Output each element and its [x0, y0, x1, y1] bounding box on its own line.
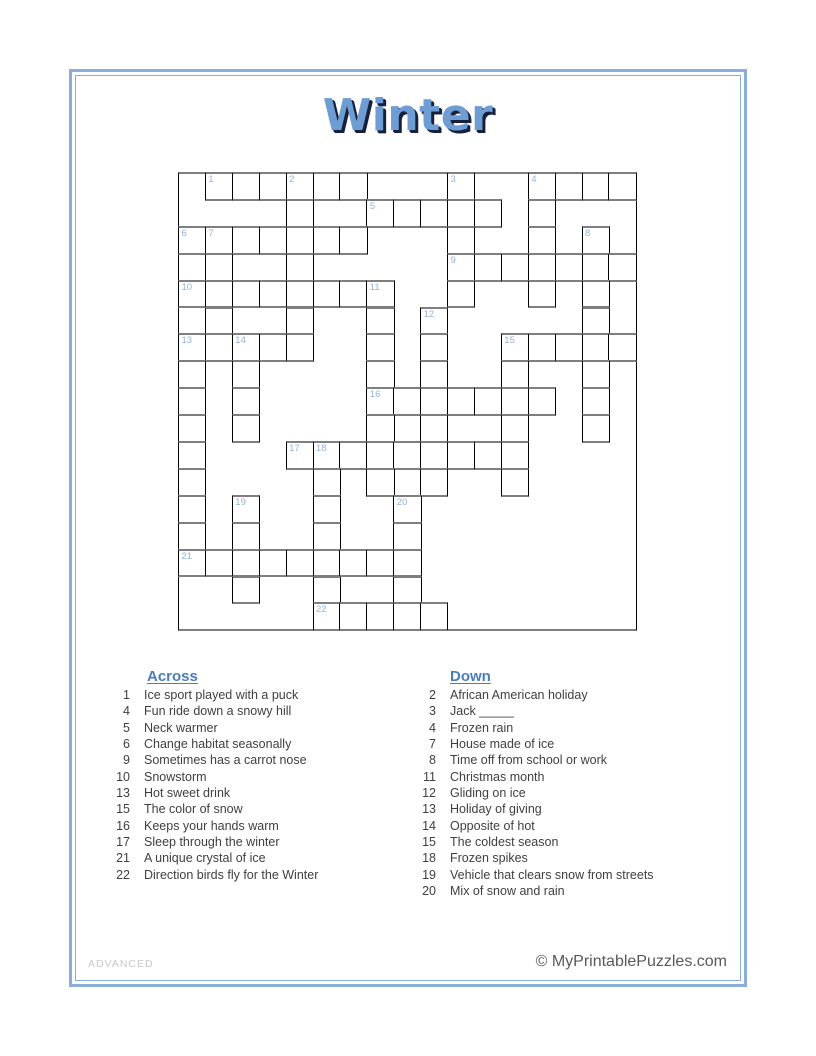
- grid-cell[interactable]: [366, 549, 394, 578]
- clue-text: Sometimes has a carrot nose: [144, 753, 307, 768]
- grid-cell[interactable]: [393, 199, 421, 228]
- clue-number: 21: [116, 851, 130, 866]
- cell-number: 5: [369, 200, 376, 212]
- grid-cell[interactable]: [608, 172, 636, 201]
- clue-number: 13: [116, 786, 130, 801]
- grid-cell[interactable]: [501, 333, 529, 362]
- grid-cell[interactable]: [528, 333, 556, 362]
- clue-number: 3: [429, 704, 436, 719]
- crossword-grid: [178, 172, 637, 632]
- cell-number: 18: [316, 443, 327, 454]
- grid-cell[interactable]: [420, 387, 448, 416]
- grid-cell[interactable]: [447, 253, 475, 282]
- puzzle-title: Winter: [322, 90, 494, 141]
- grid-cell[interactable]: [178, 522, 206, 551]
- grid-cell[interactable]: [313, 549, 341, 578]
- clue-text: Frozen rain: [450, 720, 514, 735]
- grid-cell[interactable]: [420, 333, 448, 362]
- grid-cell[interactable]: [366, 199, 394, 228]
- clue-text: Vehicle that clears snow from streets: [450, 867, 654, 882]
- clue-row: [414, 720, 654, 736]
- grid-cell[interactable]: [447, 172, 475, 201]
- cell-number: 8: [585, 227, 591, 239]
- clue-row: [108, 818, 318, 834]
- grid-cell[interactable]: [528, 253, 556, 282]
- clue-row: [414, 801, 654, 817]
- grid-cell[interactable]: [178, 333, 206, 362]
- grid-cell[interactable]: [582, 360, 610, 389]
- grid-cell[interactable]: [474, 253, 502, 282]
- clue-text: Neck warmer: [144, 720, 218, 735]
- cell-number: 6: [181, 227, 187, 239]
- clue-text: Mix of snow and rain: [450, 884, 565, 899]
- clue-number: 13: [422, 802, 436, 817]
- grid-cell[interactable]: [366, 387, 394, 416]
- down-heading: Down: [450, 668, 491, 685]
- clue-text: Snowstorm: [144, 769, 207, 784]
- clue-row: [108, 801, 318, 817]
- grid-cell[interactable]: [528, 172, 556, 201]
- grid-cell[interactable]: [313, 280, 341, 309]
- grid-cell[interactable]: [259, 333, 287, 362]
- cell-number: 2: [289, 174, 295, 185]
- grid-cell[interactable]: [178, 226, 206, 255]
- clue-number: 8: [429, 753, 436, 768]
- grid-cell[interactable]: [313, 602, 341, 631]
- grid-cell[interactable]: [286, 333, 314, 362]
- grid-cell[interactable]: [393, 602, 421, 631]
- grid-cell[interactable]: [582, 253, 610, 282]
- clue-text: The coldest season: [450, 835, 559, 850]
- clue-number: 2: [429, 688, 436, 702]
- clue-row: [414, 769, 654, 785]
- across-heading: Across: [147, 668, 198, 685]
- grid-cell[interactable]: [582, 414, 610, 443]
- grid-cell[interactable]: [232, 172, 260, 201]
- clue-row: [108, 785, 318, 801]
- clue-text: Fun ride down a snowy hill: [144, 704, 292, 719]
- grid-cell[interactable]: [178, 280, 206, 309]
- grid-cell[interactable]: [393, 522, 421, 551]
- cell-number: 15: [504, 335, 515, 347]
- clue-number: 10: [116, 769, 130, 784]
- clue-number: 12: [422, 786, 436, 801]
- clue-number: 22: [116, 867, 130, 882]
- grid-cell[interactable]: [608, 333, 636, 362]
- grid-cell[interactable]: [366, 414, 394, 443]
- grid-cell[interactable]: [582, 333, 610, 362]
- grid-cell[interactable]: [339, 549, 367, 578]
- grid-cell[interactable]: [582, 307, 610, 336]
- clue-text: Hot sweet drink: [144, 786, 231, 801]
- cell-number: 4: [531, 174, 537, 185]
- cell-number: 10: [181, 281, 193, 293]
- grid-cell[interactable]: [232, 576, 260, 605]
- clue-text: The color of snow: [144, 802, 243, 817]
- grid-cell[interactable]: [366, 602, 394, 631]
- grid-cell[interactable]: [366, 307, 394, 336]
- clue-row: [108, 752, 318, 768]
- grid-cell[interactable]: [178, 549, 206, 578]
- clue-number: 9: [123, 753, 130, 768]
- grid-cell[interactable]: [420, 468, 448, 497]
- grid-cell[interactable]: [555, 253, 583, 282]
- cell-number: 3: [450, 174, 456, 185]
- grid-cell[interactable]: [232, 522, 260, 551]
- clue-row: [414, 818, 654, 834]
- clue-row: [414, 850, 654, 866]
- grid-cell[interactable]: [313, 226, 341, 255]
- clue-text: Sleep through the winter: [144, 835, 280, 850]
- grid-cell[interactable]: [420, 360, 448, 389]
- grid-cell[interactable]: [420, 441, 448, 470]
- grid-cell[interactable]: [286, 199, 314, 228]
- grid-cell[interactable]: [501, 441, 529, 470]
- grid-cell[interactable]: [232, 387, 260, 416]
- clue-row: [414, 736, 654, 752]
- grid-cell[interactable]: [393, 441, 421, 470]
- grid-cell[interactable]: [366, 360, 394, 389]
- clue-row: [108, 703, 318, 719]
- cell-number: 11: [369, 281, 380, 293]
- grid-cell[interactable]: [501, 414, 529, 443]
- cell-number: 14: [235, 335, 246, 347]
- grid-cell[interactable]: [286, 226, 314, 255]
- grid-cell[interactable]: [447, 441, 475, 470]
- grid-cell[interactable]: [205, 549, 233, 578]
- grid-cell[interactable]: [286, 172, 314, 201]
- cell-number: 12: [423, 308, 435, 320]
- grid-cell[interactable]: [178, 495, 206, 524]
- grid-cell[interactable]: [205, 253, 233, 282]
- grid-cell[interactable]: [501, 387, 529, 416]
- grid-cell[interactable]: [501, 468, 529, 497]
- grid-cell[interactable]: [339, 602, 367, 631]
- grid-cell[interactable]: [232, 333, 260, 362]
- grid-cell[interactable]: [339, 172, 367, 201]
- grid-cell[interactable]: [232, 280, 260, 309]
- grid-cell[interactable]: [366, 333, 394, 362]
- grid-cell[interactable]: [178, 441, 206, 470]
- clue-number: 5: [123, 720, 130, 735]
- clue-number: 19: [422, 867, 436, 882]
- clue-text: Holiday of giving: [450, 802, 542, 817]
- grid-cell[interactable]: [339, 441, 367, 470]
- clue-number: 4: [429, 720, 436, 735]
- grid-cell[interactable]: [447, 280, 475, 309]
- clue-row: [108, 736, 318, 752]
- clue-number: 15: [422, 835, 436, 850]
- clue-row: [108, 867, 318, 883]
- clue-row: [108, 720, 318, 736]
- clue-number: 1: [123, 688, 130, 702]
- clue-number: 11: [423, 769, 436, 784]
- clue-number: 6: [123, 737, 130, 752]
- grid-cell[interactable]: [582, 172, 610, 201]
- difficulty-label: ADVANCED: [88, 958, 154, 970]
- grid-cell[interactable]: [447, 387, 475, 416]
- clue-row: [108, 769, 318, 785]
- clue-text: Time off from school or work: [450, 753, 607, 768]
- grid-cell[interactable]: [501, 253, 529, 282]
- clue-row: [414, 834, 654, 850]
- clue-text: African American holiday: [450, 688, 588, 702]
- clue-text: Change habitat seasonally: [144, 737, 292, 752]
- grid-cell[interactable]: [366, 468, 394, 497]
- clue-text: Frozen spikes: [450, 851, 528, 866]
- clue-text: Jack _____: [450, 704, 514, 719]
- grid-cell[interactable]: [259, 549, 287, 578]
- clue-number: 15: [116, 802, 130, 817]
- clue-row: [108, 834, 318, 850]
- grid-cell[interactable]: [178, 468, 206, 497]
- cell-number: 16: [369, 389, 381, 401]
- clue-number: 20: [422, 884, 436, 899]
- grid-cell[interactable]: [286, 307, 314, 336]
- clue-number: 18: [422, 851, 436, 866]
- clue-text: Ice sport played with a puck: [144, 688, 299, 702]
- clue-row: [108, 687, 318, 703]
- clue-text: Gliding on ice: [450, 786, 526, 801]
- clue-row: [414, 703, 654, 719]
- grid-cell[interactable]: [393, 387, 421, 416]
- grid-cell[interactable]: [366, 441, 394, 470]
- grid-cell[interactable]: [232, 495, 260, 524]
- clue-number: 17: [116, 835, 130, 850]
- grid-cell[interactable]: [393, 549, 421, 578]
- grid-cell[interactable]: [528, 199, 556, 228]
- grid-cell[interactable]: [259, 172, 287, 201]
- across-clue-list: [108, 687, 318, 883]
- grid-cell[interactable]: [259, 226, 287, 255]
- grid-cell[interactable]: [393, 576, 421, 605]
- cell-number: 1: [208, 174, 214, 185]
- grid-cell[interactable]: [232, 226, 260, 255]
- grid-cell[interactable]: [205, 280, 233, 309]
- clue-number: 4: [123, 704, 130, 719]
- grid-cell[interactable]: [178, 387, 206, 416]
- clue-text: A unique crystal of ice: [144, 851, 266, 866]
- grid-cell[interactable]: [205, 226, 233, 255]
- grid-cell[interactable]: [474, 199, 502, 228]
- grid-cell[interactable]: [286, 441, 314, 470]
- clue-row: [414, 867, 654, 883]
- cell-number: 21: [181, 550, 193, 562]
- grid-cell[interactable]: [474, 441, 502, 470]
- grid-cell[interactable]: [528, 280, 556, 309]
- cell-number: 13: [181, 335, 193, 347]
- grid-cell[interactable]: [447, 226, 475, 255]
- clue-text: Christmas month: [450, 769, 545, 784]
- grid-cell[interactable]: [286, 253, 314, 282]
- grid-cell[interactable]: [608, 253, 636, 282]
- clue-row: [414, 883, 654, 899]
- grid-cell[interactable]: [205, 172, 233, 201]
- grid-cell[interactable]: [555, 172, 583, 201]
- cell-number: 9: [450, 254, 456, 266]
- clue-number: 14: [422, 818, 436, 833]
- grid-cell[interactable]: [420, 414, 448, 443]
- grid-cell[interactable]: [339, 280, 367, 309]
- grid-cell[interactable]: [232, 414, 260, 443]
- grid-cell[interactable]: [178, 360, 206, 389]
- clue-row: [414, 785, 654, 801]
- grid-cell[interactable]: [313, 441, 341, 470]
- grid-cell[interactable]: [582, 280, 610, 309]
- grid-cell[interactable]: [582, 226, 610, 255]
- clue-row: [108, 850, 318, 866]
- grid-cell[interactable]: [205, 307, 233, 336]
- grid-cell[interactable]: [286, 549, 314, 578]
- grid-cell[interactable]: [474, 387, 502, 416]
- grid-cell[interactable]: [286, 280, 314, 309]
- cell-number: 19: [235, 496, 246, 508]
- grid-cell[interactable]: [232, 549, 260, 578]
- clue-row: [414, 687, 654, 703]
- clue-row: [414, 752, 654, 768]
- grid-cell[interactable]: [366, 280, 394, 309]
- grid-cell[interactable]: [339, 226, 367, 255]
- clue-text: Direction birds fly for the Winter: [144, 867, 319, 882]
- grid-cell[interactable]: [420, 199, 448, 228]
- grid-cell[interactable]: [501, 360, 529, 389]
- grid-cell[interactable]: [313, 468, 341, 497]
- grid-cell[interactable]: [313, 495, 341, 524]
- grid-cell[interactable]: [582, 387, 610, 416]
- grid-cell[interactable]: [232, 360, 260, 389]
- cell-number: 22: [316, 604, 327, 616]
- grid-cell[interactable]: [447, 199, 475, 228]
- clue-number: 7: [429, 737, 436, 752]
- clue-text: Opposite of hot: [450, 818, 535, 833]
- down-clue-list: [414, 687, 654, 899]
- copyright-label: © MyPrintablePuzzles.com: [535, 953, 727, 970]
- cell-number: 7: [208, 227, 214, 239]
- cell-number: 17: [289, 443, 300, 454]
- clue-text: House made of ice: [450, 737, 555, 752]
- grid-cell[interactable]: [313, 522, 341, 551]
- grid-cell[interactable]: [420, 602, 448, 631]
- grid-cell[interactable]: [555, 333, 583, 362]
- grid-cell[interactable]: [178, 414, 206, 443]
- grid-cell[interactable]: [420, 307, 448, 336]
- clue-number: 16: [116, 818, 130, 833]
- grid-cell[interactable]: [393, 495, 421, 524]
- grid-cell[interactable]: [259, 280, 287, 309]
- cell-number: 20: [396, 496, 408, 508]
- grid-cell[interactable]: [205, 333, 233, 362]
- grid-cell[interactable]: [528, 387, 556, 416]
- grid-cell[interactable]: [313, 172, 341, 201]
- grid-cell[interactable]: [313, 576, 341, 605]
- clue-text: Keeps your hands warm: [144, 818, 279, 833]
- grid-cell[interactable]: [528, 226, 556, 255]
